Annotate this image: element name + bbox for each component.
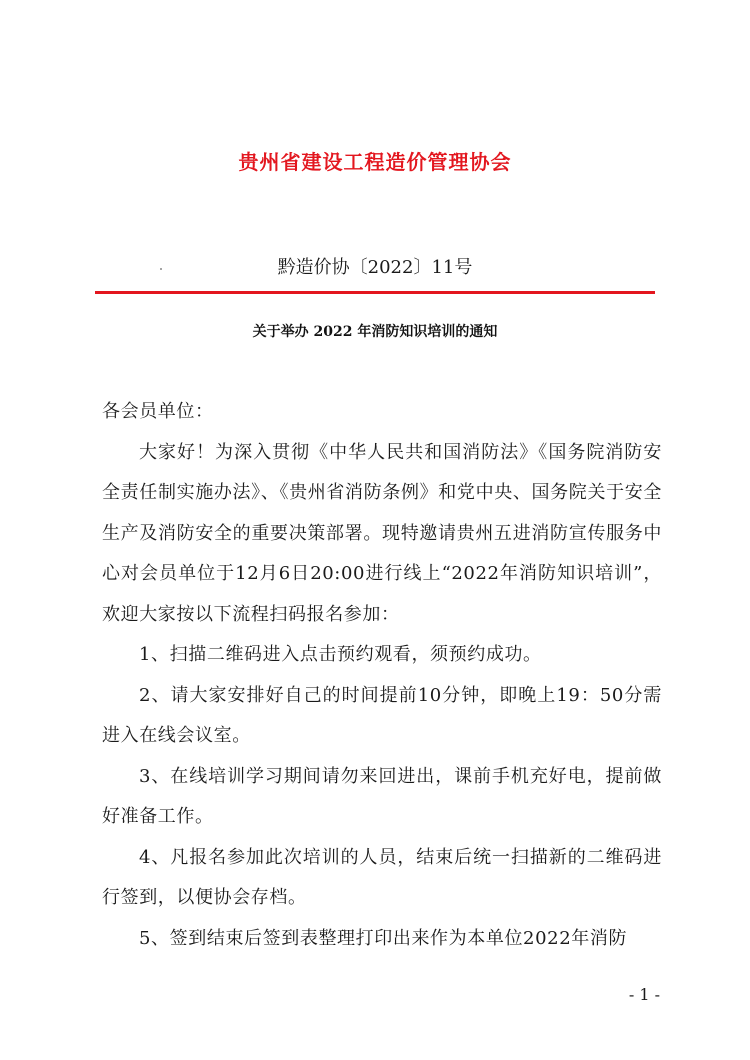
step-2-paragraph: 2、请大家安排好自己的时间提前10分钟，即晚上19：50分需进入在线会议室。 (102, 684, 662, 746)
step-5-paragraph: 5、签到结束后签到表整理打印出来作为本单位2022年消防 (139, 927, 628, 949)
notice-title: 关于举办 2022 年消防知识培训的通知 (252, 324, 498, 340)
organization-letterhead: 贵州省建设工程造价管理协会 (238, 150, 512, 174)
salutation: 各会员单位： (102, 401, 214, 422)
step-1-paragraph: 1、扫描二维码进入点击预约观看，须预约成功。 (139, 644, 542, 665)
step-3-paragraph: 3、在线培训学习期间请勿来回进出，课前手机充好电，提前做好准备工作。 (102, 765, 662, 827)
document-number: 黔造价协〔2022〕11号 (277, 257, 473, 278)
step-4-paragraph: 4、凡报名参加此次培训的人员，结束后统一扫描新的二维码进行签到，以便协会存档。 (102, 846, 662, 908)
notice-body (102, 392, 662, 959)
intro-paragraph: 大家好！为深入贯彻《中华人民共和国消防法》《国务院消防安全责任制实施办法》、《贵州省消防条例》和党中央、国务院关于安全生产及消防安全的重要决策部署。现特邀请贵州五进消防宣传服务中心对会员单位于12月6日20:00进行线上“2022年消防知识培训”，欢迎大家按以下流程扫码报名参加： (102, 441, 662, 625)
page-number: - 1 - (628, 985, 660, 1004)
red-header-rule (95, 291, 655, 294)
